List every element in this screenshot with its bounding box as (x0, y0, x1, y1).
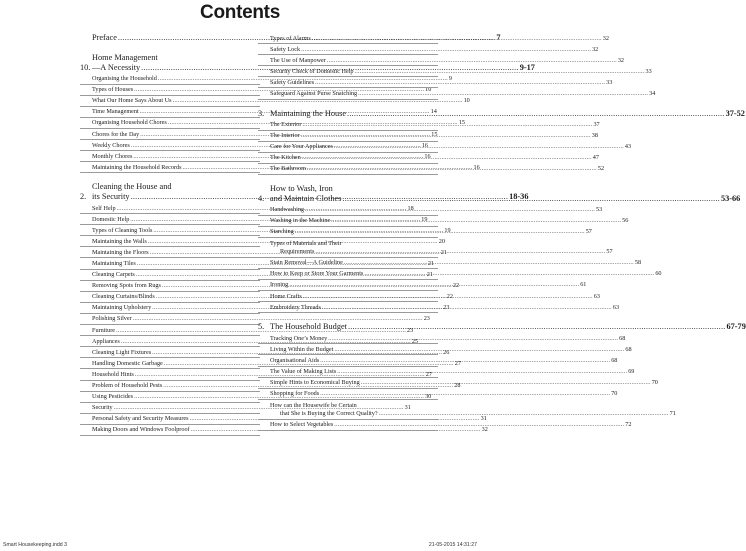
chapter-page-range: 67-79 (726, 322, 746, 332)
entry-page: 57 (585, 228, 592, 236)
entry-text: Weekly Chores (92, 141, 130, 149)
chapter-page-range: 37-52 (725, 108, 745, 118)
entry-page: 23 (443, 304, 450, 312)
leader-dots (315, 248, 605, 256)
leader-dots (334, 141, 624, 150)
entry-page: 63 (612, 303, 620, 311)
chapter-title-line (270, 191, 741, 204)
entry-text: The Bathroom (270, 165, 306, 173)
entry-text: How to Keep or Store Your Garments (270, 270, 364, 278)
entry-page: 57 (606, 247, 613, 255)
entry-text: Cleaning Carpets (92, 271, 135, 279)
chapter-title-text: The Household Budget (270, 322, 347, 332)
leader-dots (347, 109, 725, 119)
entry-text: Problem of Household Pests (92, 382, 163, 389)
entry-page: 23 (407, 326, 414, 334)
entry-text: The Use of Manpower (270, 56, 326, 64)
leader-dots (331, 215, 621, 224)
chapter-number: 10. (80, 62, 91, 72)
entry-text: Living Within the Budget (270, 345, 334, 353)
entry-text: Organisational Aids (270, 356, 320, 364)
entry-page: 69 (628, 368, 635, 376)
entry-text: Domestic Help (92, 215, 130, 223)
entry-text: Home Crafts (270, 292, 302, 300)
entry-page: 16 (424, 152, 431, 160)
toc-entry (258, 88, 656, 99)
chapter-title-text: its Security (92, 191, 130, 201)
leader-dots (344, 260, 634, 266)
leader-dots (364, 271, 654, 277)
toc-entry (258, 269, 662, 280)
entry-page: 33 (645, 67, 652, 75)
entry-page: 34 (649, 89, 656, 97)
entry-text: Using Pesticides (92, 393, 134, 401)
entry-text: Self Help (92, 204, 116, 212)
toc-entry (80, 314, 430, 325)
chapter-page-range: 9-17 (519, 62, 535, 72)
chapter-title-line (270, 184, 740, 194)
leader-dots (289, 282, 579, 288)
leader-dots (301, 130, 591, 139)
entry-page: 37 (593, 121, 600, 129)
entry-text: Stain Removal—A Guideline (270, 259, 343, 267)
chapter-page-range: 18-36 (509, 191, 529, 201)
leader-dots (334, 347, 624, 353)
entry-page: 14 (430, 108, 437, 116)
toc-entry (80, 96, 470, 107)
entry-text: Safety Lock (270, 45, 301, 53)
chapter-page-range: 7 (496, 33, 501, 42)
entry-text: Types of Cleaning Tools (92, 226, 153, 234)
entry-page: 68 (611, 356, 618, 364)
entry-page: 68 (619, 334, 626, 342)
entry-text: How to Select Vegetables (270, 421, 334, 429)
entry-page: 22 (446, 293, 453, 301)
chapter-page-range: 53-66 (720, 193, 741, 203)
entry-page: 26 (443, 348, 450, 356)
entry-text: Types of Houses (92, 86, 134, 94)
entry-page: 31 (404, 404, 411, 412)
chapter-title-text: Preface (92, 33, 117, 42)
entry-text: The Exterior (270, 121, 302, 129)
entry-text: Maintaining the Household Records (92, 163, 182, 171)
entry-page: 32 (617, 56, 625, 64)
entry-text: Making Doors and Windows Foolproof (92, 426, 190, 434)
leader-dots (334, 422, 624, 428)
entry-text: Maintaining the Walls (92, 237, 147, 245)
entry-text: Household Hints (92, 370, 134, 378)
entry-page: 58 (634, 259, 642, 267)
chapter-title-text: and Maintain Clothes (270, 193, 342, 203)
entry-text: Washing in the Machine (270, 217, 331, 225)
leader-dots (358, 91, 648, 97)
toc-entry (258, 333, 626, 344)
leader-dots (301, 47, 591, 53)
toc-entry (258, 33, 609, 44)
entry-text: Ironing (270, 281, 289, 289)
chapter-title-text: Cleaning the House and (92, 182, 172, 192)
entry-page: 15 (458, 119, 465, 127)
entry-page: 27 (425, 370, 432, 378)
chapter-number: 3. (258, 108, 265, 118)
chapter-number: 4. (258, 193, 265, 203)
leader-dots (295, 226, 585, 235)
toc-entry (258, 55, 625, 66)
entry-page: 20 (438, 237, 445, 245)
chapter-title-text: Maintaining the House (270, 108, 347, 118)
entry-page: 32 (602, 34, 609, 42)
chapter-title-line (270, 322, 746, 332)
toc-entry (258, 131, 598, 142)
entry-page: 53 (596, 206, 603, 214)
entry-page: 15 (431, 130, 438, 138)
leader-dots (355, 69, 645, 75)
leader-dots (305, 204, 595, 213)
entry-text: Embroidery Threads (270, 303, 321, 311)
chapter-title-text: How to Wash, Iron (270, 184, 333, 194)
entry-text: Organising Household Chores (92, 119, 167, 127)
entry-text: Cleaning Curtains/Blinds (92, 293, 155, 301)
entry-text-continued (270, 409, 676, 418)
entry-text: The Value of Making Lists (270, 368, 337, 376)
entry-text: Safeguard Against Purse Snatching (270, 89, 358, 97)
entry-page: 10 (463, 97, 470, 105)
entry-text: Monthly Chores (92, 152, 133, 160)
leader-dots (302, 152, 592, 161)
entry-text: Shopping for Foods (270, 390, 320, 398)
entry-page: 61 (580, 281, 587, 289)
chapter-number: 2. (80, 191, 87, 201)
leader-dots (327, 58, 617, 64)
entry-page: 52 (597, 165, 605, 173)
leader-dots (303, 294, 593, 300)
entry-text: How can the Housewife be Certain (270, 401, 357, 409)
toc-entry (258, 205, 603, 216)
entry-text: Handwashing (270, 206, 305, 214)
entry-text: Maintaining Tiles (92, 259, 136, 267)
entry-text: The Kitchen (270, 154, 301, 162)
chapter-title (270, 109, 745, 119)
toc-entry (258, 389, 618, 400)
entry-page: 43 (624, 143, 632, 151)
leader-dots (379, 410, 669, 418)
entry-page: 70 (651, 379, 658, 387)
entry-text: Time Management (92, 108, 139, 116)
entry-page: 9 (448, 75, 452, 83)
entry-page: 10 (425, 86, 432, 94)
leader-dots (328, 336, 618, 342)
entry-text: Handling Domestic Garbage (92, 359, 163, 367)
entry-page: 22 (452, 282, 460, 290)
entry-text: Types of Alarms (270, 34, 311, 42)
entry-page: 70 (611, 390, 618, 398)
entry-page: 27 (454, 359, 461, 367)
chapter-number: 5. (258, 322, 265, 332)
toc-entry (258, 44, 599, 55)
entry-text: Starching (270, 228, 294, 236)
leader-dots (302, 119, 592, 128)
spacer (80, 173, 260, 182)
entry-text: Maintaining the Floors (92, 248, 149, 256)
entry-text: Maintaining Upholstery (92, 304, 152, 312)
entry-text: Personal Safety and Security Measures (92, 415, 189, 423)
entry-text: Security Check of Domestic Help (270, 67, 354, 75)
entry-page: 30 (425, 393, 432, 401)
leader-dots (322, 305, 612, 311)
entry-page: 71 (669, 409, 676, 417)
entry-page: 18 (407, 204, 414, 212)
footer-timestamp: 21-05-2015 14:31:27 (428, 542, 477, 548)
entry-page: 16 (421, 141, 428, 149)
entry-text: Simple Hints to Economical Buying (270, 379, 360, 387)
entry-text: What Our Home Says About Us (92, 97, 172, 105)
toc-entry (258, 216, 629, 227)
leader-dots (320, 391, 610, 397)
entry-text: Polishing Silver (92, 315, 132, 323)
entry-page: 47 (592, 154, 599, 162)
entry-page: 38 (591, 132, 598, 140)
entry-page: 19 (421, 215, 428, 223)
page-title: Contents (200, 2, 280, 23)
leader-dots (315, 80, 605, 86)
entry-text: Tracking One’s Money (270, 334, 328, 342)
entry-page: 68 (625, 345, 632, 353)
entry-page: 32 (592, 45, 599, 53)
chapter-heading (258, 108, 745, 119)
leader-dots (337, 369, 627, 375)
leader-dots (312, 36, 602, 42)
entry-page: 25 (411, 337, 419, 345)
toc-entry (258, 367, 635, 378)
entry-page: 72 (625, 421, 632, 429)
spacer (258, 100, 438, 109)
leader-dots (348, 322, 726, 332)
entry-page: 31 (480, 415, 487, 423)
entry-page: 32 (481, 426, 488, 434)
entry-page: 33 (606, 78, 613, 86)
entry-page: 56 (622, 217, 629, 225)
entry-text: Appliances (92, 337, 120, 345)
entry-page: 21 (426, 271, 433, 279)
toc-entry (258, 77, 613, 88)
entry-text: Furniture (92, 326, 116, 334)
entry-page: 60 (655, 270, 662, 278)
entry-text: that She is Buying the Correct Quality? (280, 409, 378, 417)
chapter-title (270, 322, 746, 332)
entry-page: 16 (473, 163, 480, 171)
entry-page: 63 (593, 292, 600, 300)
footer-file-name: Smart Housekeeping.indd 3 (3, 542, 68, 548)
spacer (258, 175, 438, 184)
chapter-title-text: Home Management (92, 53, 158, 63)
spacer (80, 44, 260, 53)
spacer (258, 313, 438, 322)
chapter-title (270, 184, 740, 203)
entry-text: The Interior (270, 132, 300, 140)
entry-text: Requirements (280, 247, 315, 255)
leader-dots (342, 191, 720, 204)
entry-page: 19 (444, 226, 451, 234)
entry-text: Removing Spots from Rugs (92, 282, 161, 290)
chapter-title-line (270, 109, 745, 119)
toc-entry (258, 258, 642, 269)
entry-text: Cleaning Light Fixtures (92, 348, 152, 356)
chapter-heading (258, 322, 746, 332)
entry-page: 21 (427, 259, 435, 267)
entry-text: Security (92, 404, 113, 412)
entry-text: Types of Materials and Their (270, 239, 342, 247)
leader-dots (320, 358, 610, 364)
entry-page: 23 (423, 315, 430, 323)
entry-page: 21 (440, 248, 447, 256)
leader-dots (361, 380, 651, 386)
entry-text: Organising the Household (92, 75, 157, 83)
toc-entry (258, 153, 599, 164)
entry-text: Safety Guidelines (270, 78, 315, 86)
toc-entry (258, 142, 632, 153)
entry-text: Chores for the Day (92, 130, 140, 138)
leader-dots (307, 163, 597, 172)
entry-page: 28 (454, 382, 461, 389)
entry-text: Care for Your Appliances (270, 143, 333, 151)
chapter-title-text: —A Necessity (92, 62, 141, 72)
